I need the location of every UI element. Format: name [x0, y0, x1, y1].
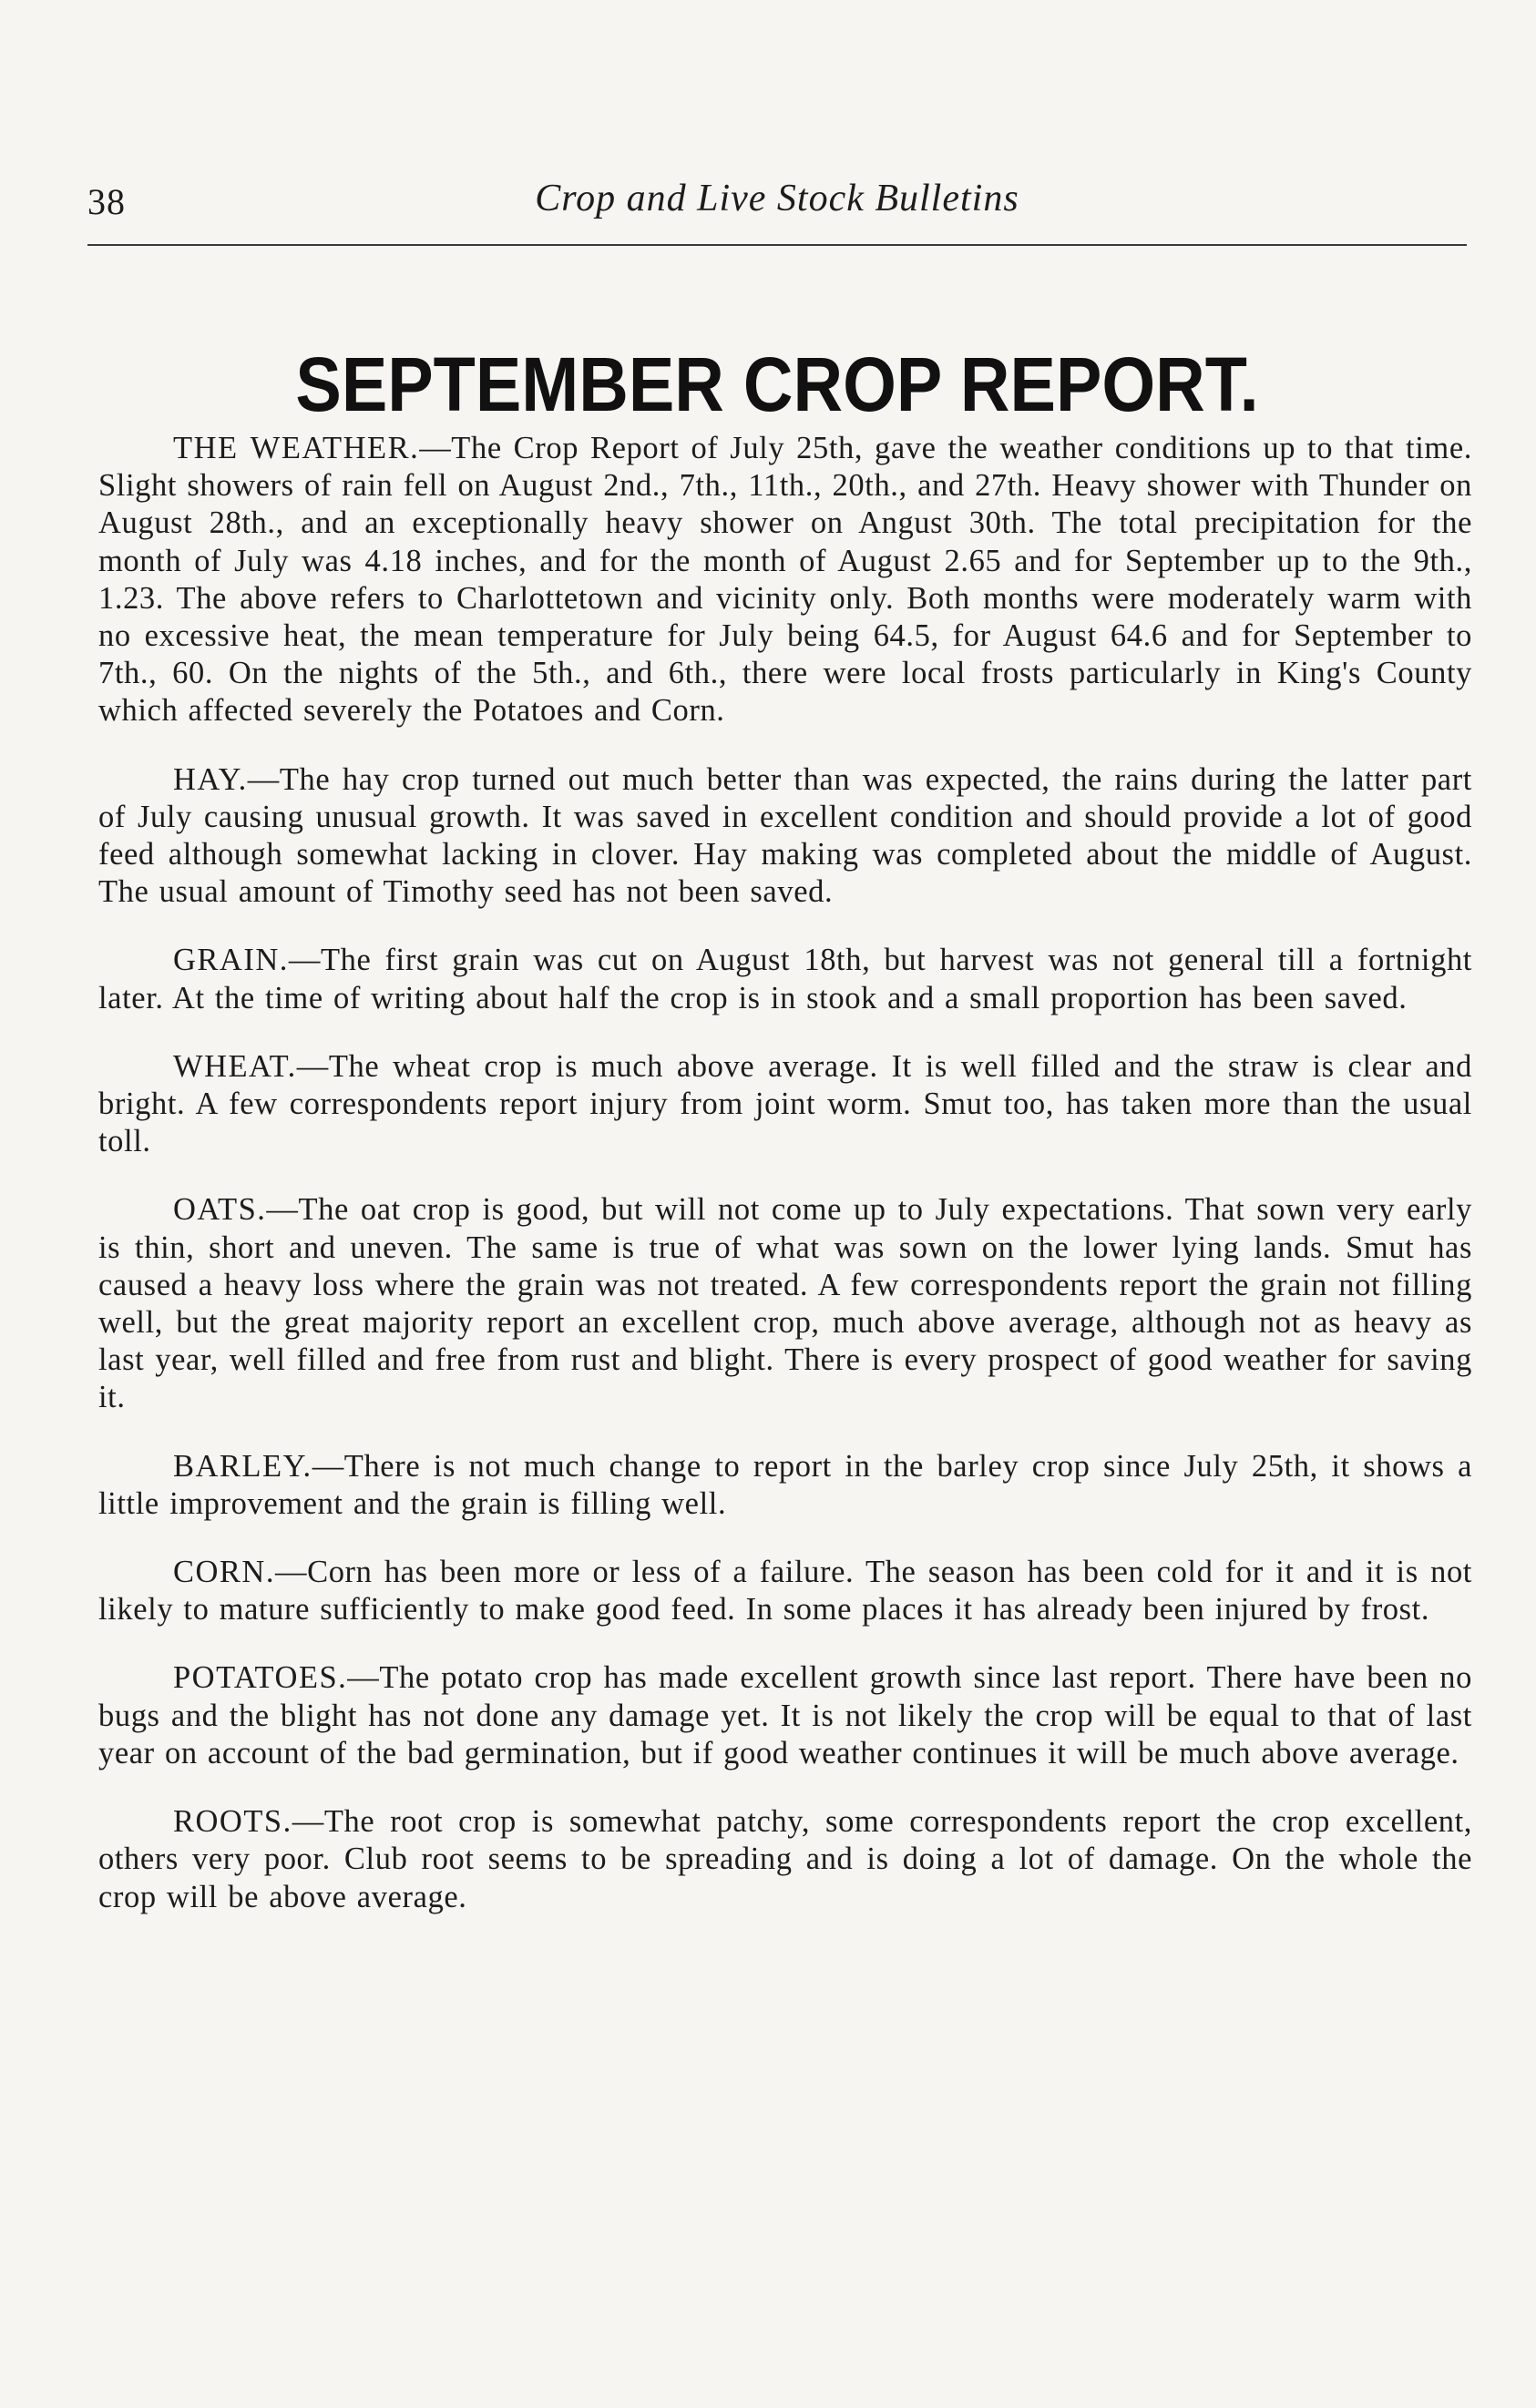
section-heading: BARLEY. — [173, 1448, 312, 1484]
running-title: Crop and Live Stock Bulletins — [535, 178, 1019, 219]
section-text: —The wheat crop is much above average. It is well filled and the straw is clear and bright. A few correspondents report injury from joint worm. Smut too, has taken more than the usual toll. — [98, 1048, 1472, 1159]
section-text: —The Crop Report of July 25th, gave the weather conditions up to that time. Slight showers of rain fell on August 2nd., 7th., 11th., 20th., and 27th. Heavy shower with Thunder on August 28th., and an exceptionally heavy shower on Angust 30th. The total precipitation for the month of July was 4.18 inches, and for the month of August 2.65 and for September up to the 9th., 1.23. The above refers to Charlottetown and vicinity only. Both months were moderately warm with no excessive heat, the mean temperature for July being 64.5, for August 64.6 and for September to 7th., 60. On the nights of the 5th., and 6th., there were local frosts particularly in King's County which affected severely the Potatoes and Corn. — [98, 431, 1472, 729]
report-title: SEPTEMBER CROP REPORT. — [295, 342, 1259, 428]
report-body — [98, 430, 1472, 1947]
section-heading: WHEAT. — [173, 1048, 297, 1084]
section-text: —The potato crop has made excellent growth since last report. There have been no bugs and the blight has not done any damage yet. It is not likely the crop will be equal to that of last year on account of the bad germination, but if good weather continues it will be much above average. — [98, 1660, 1472, 1770]
header-rule — [87, 244, 1467, 246]
section-heading: THE WEATHER. — [173, 431, 420, 465]
section-weather — [98, 430, 1472, 730]
page-number: 38 — [87, 181, 126, 222]
section-text: —There is not much change to report in the barley crop since July 25th, it shows a little improvement and the grain is filling well. — [98, 1448, 1472, 1521]
section-barley — [98, 1448, 1472, 1523]
section-heading: POTATOES. — [173, 1660, 348, 1696]
section-oats — [98, 1191, 1472, 1416]
section-roots — [98, 1803, 1472, 1916]
section-corn — [98, 1554, 1472, 1628]
section-text: —The root crop is somewhat patchy, some correspondents report the crop excellent, others very poor. Club root seems to be spreading and is doing a lot of damage. On the whole the crop will be above average. — [98, 1804, 1472, 1914]
section-heading: HAY. — [173, 761, 248, 797]
section-heading: OATS. — [173, 1192, 267, 1228]
section-wheat — [98, 1048, 1472, 1161]
section-text: —The first grain was cut on August 18th, but harvest was not general till a fortnight later. At the time of writing about half the crop is in stook and a small proportion has been saved. — [98, 943, 1472, 1015]
running-head — [87, 173, 1467, 237]
section-text: —The hay crop turned out much better than was expected, the rains during the latter part of July causing unusual growth. It was saved in excellent condition and should provide a lot of good feed although somewhat lacking in clover. Hay making was completed about the middle of August. The usual amount of Timothy seed has not been saved. — [98, 761, 1472, 910]
section-heading: ROOTS. — [173, 1804, 292, 1840]
section-text: —Corn has been more or less of a failure. The season has been cold for it and it is not likely to mature sufficiently to make good feed. In some places it has already been injured by frost. — [98, 1555, 1472, 1627]
section-grain — [98, 942, 1472, 1016]
section-potatoes — [98, 1659, 1472, 1772]
section-hay — [98, 761, 1472, 912]
section-heading: CORN. — [173, 1555, 275, 1590]
section-heading: GRAIN. — [173, 943, 289, 978]
section-text: —The oat crop is good, but will not come up to July expectations. That sown very early is thin, short and uneven. The same is true of what was sown on the lower lying lands. Smut has caused a heavy loss where the grain was not treated. A few correspondents report the grain not filling well, but the great majority report an excellent crop, much above average, although not as heavy as last year, well filled and free from rust and blight. There is every prospect of good weather for saving it. — [98, 1192, 1472, 1415]
